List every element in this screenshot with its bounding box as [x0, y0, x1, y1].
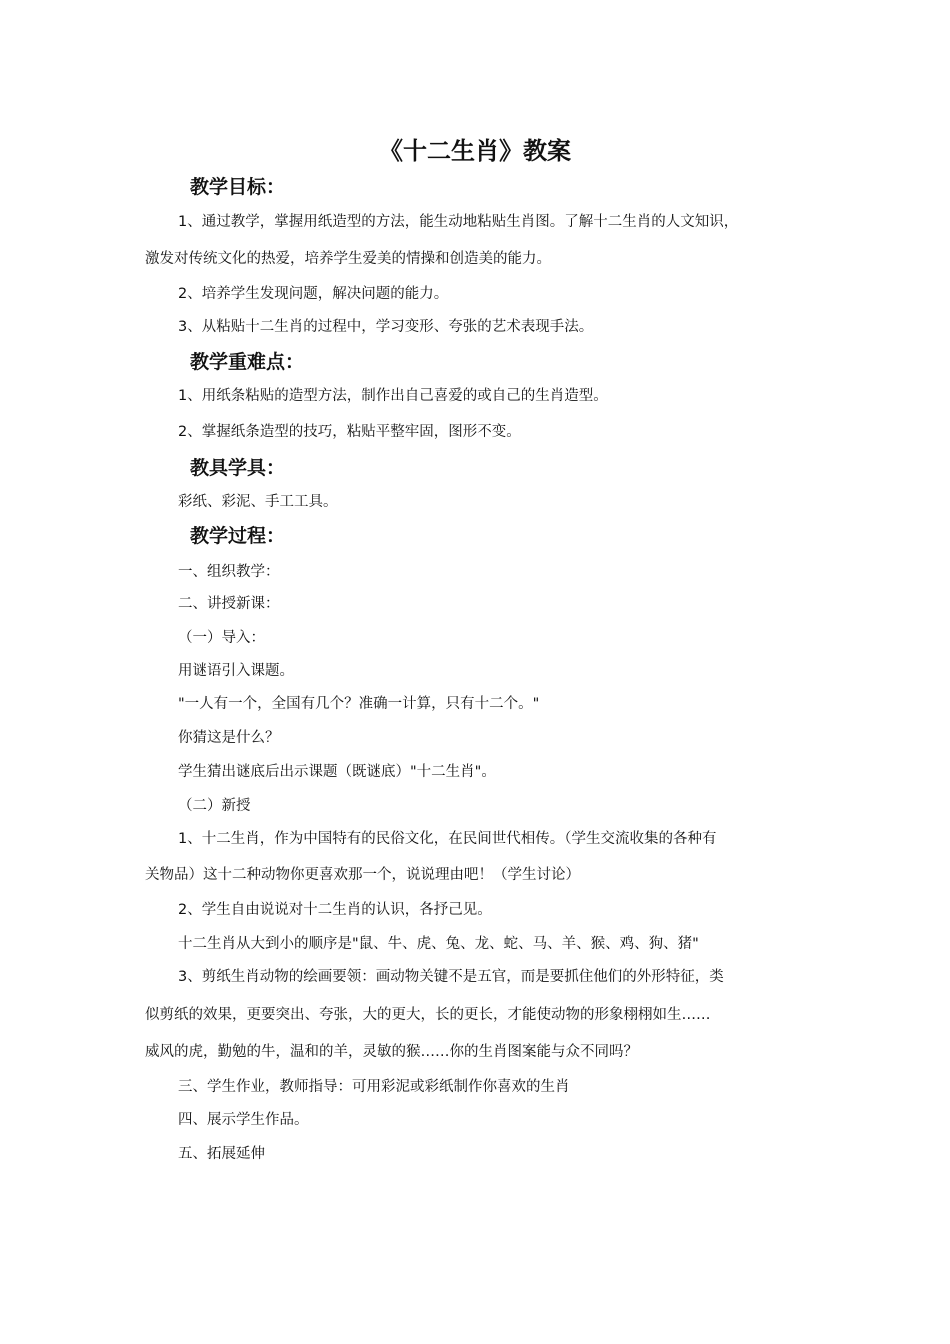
process-line-10: 2、学生自由说说对十二生肖的认识，各抒己见。	[178, 902, 492, 918]
process-line-5: "一人有一个，全国有几个？准确一计算，只有十二个。"	[178, 696, 540, 712]
goals-item-3: 3、从粘贴十二生肖的过程中，学习变形、夸张的艺术表现手法。	[178, 319, 594, 335]
process-line-12b: 似剪纸的效果，更要突出、夸张，大的更大，长的更长，才能使动物的形象栩栩如生……	[145, 1007, 711, 1023]
document-title: 《十二生肖》教案	[379, 137, 571, 165]
goals-item-1-line-2: 激发对传统文化的热爱，培养学生爱美的情操和创造美的能力。	[145, 251, 551, 267]
process-line-2: 二、讲授新课：	[178, 596, 280, 612]
heading-process: 教学过程：	[190, 525, 286, 547]
heading-teaching-goals: 教学目标：	[190, 176, 286, 198]
process-line-14: 四、展示学生作品。	[178, 1112, 309, 1128]
process-line-6: 你猜这是什么？	[178, 730, 280, 746]
process-line-1: 一、组织教学：	[178, 564, 280, 580]
process-line-7: 学生猜出谜底后出示课题（既谜底）"十二生肖"。	[178, 764, 496, 780]
process-line-13: 三、学生作业，教师指导：可用彩泥或彩纸制作你喜欢的生肖	[178, 1079, 570, 1095]
process-line-9b: 关物品）这十二种动物你更喜欢那一个，说说理由吧！（学生讨论）	[145, 867, 580, 883]
heading-tools: 教具学具：	[190, 457, 286, 479]
goals-item-2: 2、培养学生发现问题，解决问题的能力。	[178, 286, 449, 302]
process-line-12c: 威风的虎，勤勉的牛，温和的羊，灵敏的猴……你的生肖图案能与众不同吗？	[145, 1044, 638, 1060]
process-line-4: 用谜语引入课题。	[178, 663, 294, 679]
tools-text: 彩纸、彩泥、手工工具。	[178, 494, 338, 510]
process-line-11: 十二生肖从大到小的顺序是"鼠、牛、虎、兔、龙、蛇、马、羊、猴、鸡、狗、猪"	[178, 936, 699, 952]
key-points-item-1: 1、用纸条粘贴的造型方法，制作出自己喜爱的或自己的生肖造型。	[178, 388, 608, 404]
heading-key-points: 教学重难点：	[190, 351, 305, 373]
goals-item-1-line-1: 1、通过教学，掌握用纸造型的方法，能生动地粘贴生肖图。了解十二生肖的人文知识，	[178, 214, 739, 230]
process-line-8: （二）新授	[178, 798, 251, 814]
process-line-9a: 1、十二生肖，作为中国特有的民俗文化，在民间世代相传。（学生交流收集的各种有	[178, 831, 717, 847]
process-line-15: 五、拓展延伸	[178, 1146, 265, 1162]
process-line-3: （一）导入：	[178, 630, 265, 646]
process-line-12a: 3、剪纸生肖动物的绘画要领：画动物关键不是五官，而是要抓住他们的外形特征，类	[178, 969, 724, 985]
key-points-item-2: 2、掌握纸条造型的技巧，粘贴平整牢固，图形不变。	[178, 424, 521, 440]
